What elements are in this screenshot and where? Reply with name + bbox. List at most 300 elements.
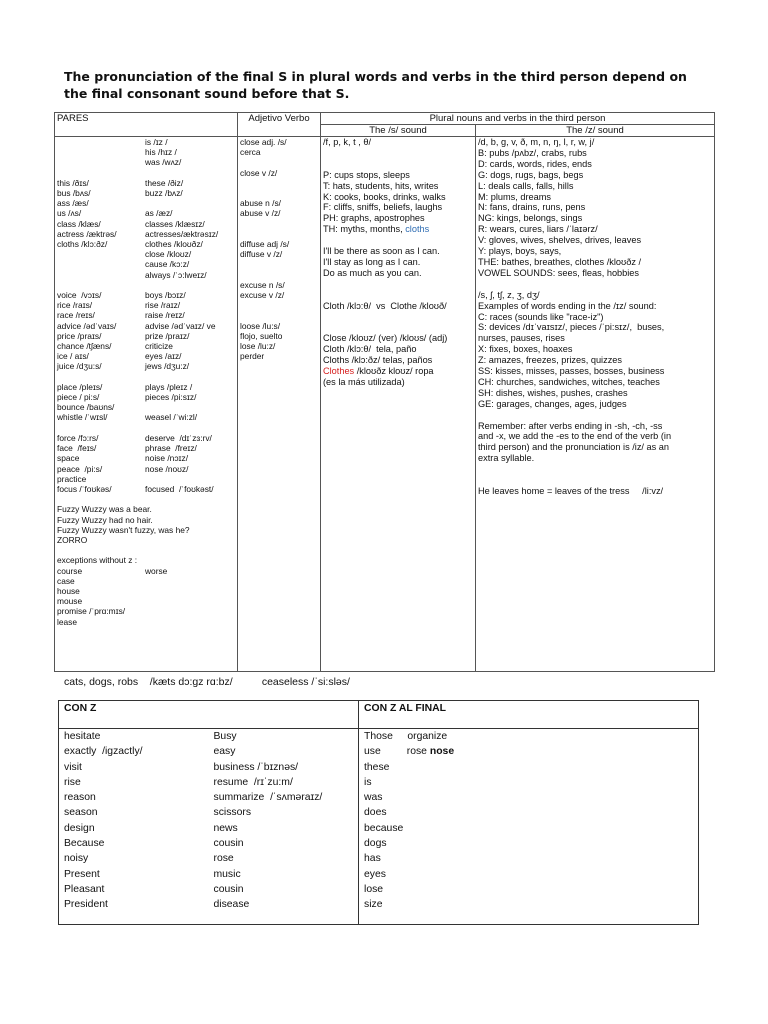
con-z-word: disease bbox=[213, 899, 250, 911]
s-sound-text: Cloth /klɔ:θ/ vs Clothe /kloʊð/ bbox=[323, 300, 447, 311]
pares-line bbox=[57, 147, 235, 157]
z-sound-line: VOWEL SOUNDS: sees, fleas, hobbies bbox=[478, 267, 640, 278]
con-z-final-word: has bbox=[364, 853, 381, 865]
table-subheader-row bbox=[55, 125, 715, 137]
con-z-final-line bbox=[364, 821, 693, 836]
s-sound-line bbox=[323, 246, 473, 257]
s-sound-line bbox=[323, 366, 473, 377]
s-sound-line bbox=[323, 192, 473, 203]
con-z-al-final-list bbox=[364, 729, 693, 913]
pares-word-s: focus /ˈfoʊkəs/ bbox=[57, 483, 112, 494]
con-z-word: scissors bbox=[213, 807, 252, 819]
z-sound-line bbox=[478, 475, 712, 486]
pares-word-s: rice /raɪs/ bbox=[57, 300, 93, 311]
pares-line bbox=[57, 586, 235, 596]
s-sound-text bbox=[323, 235, 326, 245]
pares-word-s bbox=[57, 147, 145, 157]
z-sound-line bbox=[478, 410, 712, 421]
pares-line bbox=[57, 259, 235, 269]
pares-word-s: price /praɪs/ bbox=[57, 330, 102, 341]
adjective-verb-line: flojo, suelto bbox=[240, 330, 283, 341]
s-sound-text: Close /kloʊz/ (ver) /kloʊs/ (adj) bbox=[323, 333, 448, 344]
con-z-word: rose bbox=[213, 853, 234, 865]
z-sound-line: M: plums, dreams bbox=[478, 191, 552, 202]
s-sound-text: P: cups stops, sleeps bbox=[323, 169, 410, 180]
s-sound-text bbox=[323, 312, 326, 322]
pares-word-z: buzz /bʌz/ bbox=[145, 188, 183, 199]
pares-word-s: face /feɪs/ bbox=[57, 443, 97, 454]
z-sound-line: G: dogs, rugs, bags, begs bbox=[478, 169, 584, 180]
s-sound-line bbox=[323, 312, 473, 323]
s-sound-text: F: cliffs, sniffs, beliefs, laughs bbox=[323, 202, 443, 213]
pares-line bbox=[57, 453, 235, 463]
con-z-final-line bbox=[364, 897, 693, 912]
s-sound-line bbox=[323, 290, 473, 301]
z-sound-line bbox=[478, 464, 712, 475]
pares-word-z: is /ɪz / bbox=[145, 137, 168, 147]
con-z-word: design bbox=[64, 822, 95, 834]
adjective-verb-line: close v /z/ bbox=[240, 167, 278, 178]
s-sound-line bbox=[323, 213, 473, 224]
s-sound-line bbox=[323, 170, 473, 181]
pares-word-s: place /pleɪs/ bbox=[57, 381, 103, 392]
header-pares: PARES bbox=[55, 113, 238, 125]
con-z-body-row bbox=[59, 729, 699, 925]
con-z-final-word: is bbox=[364, 776, 372, 788]
z-sound-line: THE: bathes, breathes, clothes /kloʊðz / bbox=[478, 256, 642, 267]
pares-word-z: eyes /aɪz/ bbox=[145, 351, 182, 362]
z-sound-line: CH: churches, sandwiches, witches, teaches bbox=[478, 376, 660, 387]
pares-word-z: cause /kɔ:z/ bbox=[145, 259, 190, 270]
con-z-word: Busy bbox=[213, 731, 237, 742]
pares-line bbox=[57, 566, 235, 576]
pares-line bbox=[57, 219, 235, 229]
pares-word-s: Fuzzy Wuzzy had no hair. bbox=[57, 514, 153, 525]
pares-word-s: ass /æs/ bbox=[57, 198, 89, 209]
s-sound-line bbox=[323, 137, 473, 148]
pares-word-s: peace /pi:s/ bbox=[57, 463, 103, 474]
pares-line bbox=[57, 606, 235, 616]
con-z-final-line bbox=[364, 729, 693, 744]
adjective-verb-column bbox=[238, 137, 321, 672]
pares-line bbox=[57, 239, 235, 249]
con-z-final-word: does bbox=[364, 807, 387, 819]
pares-word-z: was /wʌz/ bbox=[145, 157, 182, 168]
con-z-final-line bbox=[364, 851, 693, 866]
pares-line bbox=[57, 300, 235, 310]
pares-word-s: race /reɪs/ bbox=[57, 310, 95, 321]
con-z-list-1 bbox=[64, 729, 204, 913]
z-sound-line: V: gloves, wives, shelves, drives, leaves bbox=[478, 235, 642, 246]
con-z-word: summarize /ˈsʌməraɪz/ bbox=[213, 792, 323, 804]
pares-word-s: actress /æktrəs/ bbox=[57, 228, 117, 239]
pares-word-s: ice / aɪs/ bbox=[57, 351, 89, 362]
pares-word-z: as /æz/ bbox=[145, 208, 173, 219]
pares-line bbox=[57, 280, 235, 290]
con-z-word: cousin bbox=[213, 838, 244, 850]
con-z-final-word: lose bbox=[364, 883, 384, 895]
pares-line bbox=[57, 535, 235, 545]
header-s-sound: The /s/ sound bbox=[321, 125, 476, 137]
pares-column bbox=[55, 137, 238, 672]
con-z-col-2 bbox=[209, 729, 359, 925]
con-z-final-line bbox=[364, 882, 693, 897]
con-z-word: Present bbox=[64, 868, 100, 880]
pares-word-s bbox=[57, 270, 145, 280]
pares-word-z: phrase /freɪz/ bbox=[145, 443, 197, 454]
pares-word-s: practice bbox=[57, 473, 87, 484]
con-z-word: business /ˈbɪznəs/ bbox=[213, 761, 299, 773]
con-z-final-line bbox=[364, 790, 693, 805]
z-sound-line: B: pubs /pʌbz/, crabs, rubs bbox=[478, 147, 587, 158]
con-z-word: cousin bbox=[213, 883, 244, 895]
con-z-final-line bbox=[364, 836, 693, 851]
pares-word-s: voice /vɔɪs/ bbox=[57, 290, 102, 301]
con-z-final-word: because bbox=[364, 822, 404, 834]
z-sound-line: and -x, we add the -es to the end of the verb (in bbox=[478, 431, 672, 442]
con-z-word: resume /rɪˈzu:m/ bbox=[213, 776, 293, 788]
pares-word-s: whistle /ˈwɪsl/ bbox=[57, 412, 108, 423]
adjective-verb-line: loose /lu:s/ bbox=[240, 320, 281, 331]
pares-line bbox=[57, 504, 235, 514]
pares-word-s: case bbox=[57, 575, 75, 586]
s-sound-line bbox=[323, 268, 473, 279]
con-z-word: visit bbox=[64, 761, 82, 773]
z-sound-line: /d, b, g, v, ð, m, n, ŋ, l, r, w, j/ bbox=[478, 137, 595, 147]
z-sound-line: GE: garages, changes, ages, judges bbox=[478, 398, 627, 409]
clothes-highlight: Clothes bbox=[323, 366, 355, 377]
pares-word-s: force /fɔ:rs/ bbox=[57, 432, 99, 443]
header-pares-blank bbox=[55, 125, 238, 137]
pares-word-s: bus /bʌs/ bbox=[57, 188, 91, 199]
con-z-word: news bbox=[213, 822, 238, 834]
adjective-verb-line: diffuse adj /s/ bbox=[240, 239, 290, 250]
s-sound-text bbox=[323, 322, 326, 332]
pares-word-z: plays /pleɪz / bbox=[145, 381, 193, 392]
pares-line bbox=[57, 157, 235, 167]
s-sound-line bbox=[323, 159, 473, 170]
z-sound-line: He leaves home = leaves of the tress /li:vz/ bbox=[478, 486, 664, 496]
pares-word-z: jews /dʒu:z/ bbox=[145, 361, 190, 372]
pares-line bbox=[57, 208, 235, 218]
pares-line bbox=[57, 372, 235, 382]
pares-word-z: close /kloʊz/ bbox=[145, 249, 192, 260]
pares-line bbox=[57, 198, 235, 208]
adjective-verb-line bbox=[240, 300, 318, 310]
con-z-final-word: eyes bbox=[364, 868, 386, 880]
adjective-verb-line: excuse v /z/ bbox=[240, 290, 285, 301]
pares-word-s bbox=[57, 280, 145, 290]
pares-word-z: advise /ədˈvaɪz/ ve bbox=[145, 320, 216, 331]
pares-line bbox=[57, 525, 235, 535]
s-sound-text: I'll stay as long as I can. bbox=[323, 256, 421, 267]
pares-line bbox=[57, 229, 235, 239]
pares-word-s: advice /ədˈvaɪs/ bbox=[57, 320, 117, 331]
pares-line bbox=[57, 443, 235, 453]
s-sound-text bbox=[323, 159, 326, 169]
pares-line bbox=[57, 545, 235, 555]
adjective-verb-line bbox=[240, 229, 318, 239]
con-z-final-word: use rose bbox=[364, 746, 430, 758]
con-z-header-row bbox=[59, 701, 699, 729]
pares-word-z: pieces /pi:sɪz/ bbox=[145, 392, 197, 403]
pares-word-z: actresses/æktrəsɪz/ bbox=[145, 228, 219, 239]
z-sound-line: NG: kings, belongs, sings bbox=[478, 213, 583, 224]
z-sound-line: nurses, pauses, rises bbox=[478, 333, 565, 344]
con-z-final-line bbox=[364, 775, 693, 790]
z-sound-line: L: deals calls, falls, hills bbox=[478, 180, 574, 191]
cloths-highlight: cloths bbox=[405, 224, 430, 235]
z-sound-line: D: cards, words, rides, ends bbox=[478, 158, 592, 169]
pares-word-z: prize /praɪz/ bbox=[145, 330, 190, 341]
s-sound-line bbox=[323, 355, 473, 366]
adjective-verb-line: perder bbox=[240, 351, 265, 362]
pares-word-s bbox=[57, 423, 145, 433]
adjective-verb-line: cerca bbox=[240, 147, 261, 158]
s-sound-line bbox=[323, 235, 473, 246]
con-z-word: President bbox=[64, 899, 108, 911]
s-sound-text: T: hats, students, hits, writes bbox=[323, 180, 439, 191]
z-sound-line: C: races (sounds like "race-iz") bbox=[478, 311, 604, 322]
pares-word-z: deserve /dɪˈzɜ:rv/ bbox=[145, 432, 212, 443]
con-z-word: Because bbox=[64, 838, 105, 850]
z-sound-line bbox=[478, 279, 712, 290]
z-sound-list bbox=[478, 137, 712, 497]
pares-word-s: this /ðɪs/ bbox=[57, 177, 89, 188]
pares-line bbox=[57, 341, 235, 351]
adjective-verb-line bbox=[240, 157, 318, 167]
s-sound-text: /f, p, k, t , θ/ bbox=[323, 137, 371, 147]
bottom-note: cats, dogs, robs /kæts dɔ:gz rɑ:bz/ ceaseless /ˈsi:sləs/ bbox=[64, 676, 350, 688]
pares-line bbox=[57, 433, 235, 443]
pares-line bbox=[57, 423, 235, 433]
pares-line bbox=[57, 596, 235, 606]
pares-line bbox=[57, 392, 235, 402]
pares-word-s: piece / pi:s/ bbox=[57, 392, 100, 403]
pares-word-s bbox=[57, 372, 145, 382]
s-sound-list bbox=[323, 137, 473, 388]
adjective-verb-line bbox=[240, 188, 318, 198]
z-sound-line: SH: dishes, wishes, pushes, crashes bbox=[478, 387, 628, 398]
adjective-verb-line: excuse n /s/ bbox=[240, 279, 285, 290]
con-z-final-line bbox=[364, 805, 693, 820]
con-z-table bbox=[58, 700, 699, 925]
pares-line bbox=[57, 474, 235, 484]
pares-word-z: noise /nɔɪz/ bbox=[145, 453, 189, 464]
adjective-verb-line: abuse v /z/ bbox=[240, 208, 281, 219]
pares-word-s: space bbox=[57, 453, 80, 464]
con-z-word: reason bbox=[64, 792, 96, 804]
con-z-word: season bbox=[64, 807, 98, 819]
pares-word-s: house bbox=[57, 585, 80, 596]
pares-word-z: clothes /kloʊðz/ bbox=[145, 239, 203, 250]
s-sound-line bbox=[323, 344, 473, 355]
z-sound-line: Examples of words ending in the /ɪz/ sound: bbox=[478, 300, 657, 311]
s-sound-line bbox=[323, 181, 473, 192]
s-sound-text bbox=[323, 290, 326, 300]
pares-word-s: class /klæs/ bbox=[57, 218, 101, 229]
adjective-verb-line bbox=[240, 219, 318, 229]
con-z-final-word: was bbox=[364, 792, 383, 804]
con-z-final-word: these bbox=[364, 761, 390, 773]
con-z-final-line bbox=[364, 760, 693, 775]
pares-line bbox=[57, 515, 235, 525]
pares-word-s: chance /tʃæns/ bbox=[57, 341, 112, 352]
table-body-row bbox=[55, 137, 715, 672]
s-sound-text: K: cooks, books, drinks, walks bbox=[323, 191, 446, 202]
z-sound-line: R: wears, cures, liars /ˈlaɪərz/ bbox=[478, 224, 598, 235]
z-sound-line: /s, ʃ, tʃ, z, ʒ, dʒ/ bbox=[478, 289, 540, 300]
pares-word-z: always /ˈɔ:lweɪz/ bbox=[145, 269, 207, 280]
con-z-final-line bbox=[364, 867, 693, 882]
s-sound-text bbox=[323, 279, 326, 289]
header-con-z: CON Z bbox=[59, 701, 359, 729]
pares-word-s bbox=[57, 157, 145, 167]
con-z-word: exactly /igzactly/ bbox=[64, 746, 143, 758]
s-sound-text: /kloʊðz kloʊz/ ropa bbox=[354, 366, 434, 377]
pares-word-s: mouse bbox=[57, 596, 83, 607]
con-z-word: Pleasant bbox=[64, 883, 105, 895]
adjective-verb-line: lose /lu:z/ bbox=[240, 341, 276, 352]
pares-word-s bbox=[57, 137, 145, 147]
con-z-final-word: dogs bbox=[364, 838, 387, 850]
pares-line bbox=[57, 412, 235, 422]
pares-word-s: ZORRO bbox=[57, 534, 88, 545]
pares-line bbox=[57, 402, 235, 412]
pares-word-z: weasel /ˈwi:zl/ bbox=[145, 412, 198, 423]
s-sound-text: TH: myths, months, bbox=[323, 224, 406, 235]
adjective-verb-line: close adj. /s/ bbox=[240, 137, 287, 147]
s-sound-column bbox=[321, 137, 476, 672]
con-z-final-word: size bbox=[364, 899, 383, 911]
adjective-verb-line bbox=[240, 259, 318, 269]
pares-word-s: juice /dʒu:s/ bbox=[57, 361, 102, 372]
pares-word-z: boys /bɔɪz/ bbox=[145, 290, 186, 301]
con-z-col-1 bbox=[59, 729, 209, 925]
pares-word-s bbox=[57, 545, 145, 555]
s-sound-line bbox=[323, 322, 473, 333]
adjective-verb-line: diffuse v /z/ bbox=[240, 249, 283, 260]
pares-line bbox=[57, 494, 235, 504]
pares-line bbox=[57, 137, 235, 147]
pares-word-z: raise /reɪz/ bbox=[145, 310, 185, 321]
z-sound-line: extra syllable. bbox=[478, 453, 535, 464]
con-z-word: hesitate bbox=[64, 731, 101, 742]
s-sound-text: PH: graphs, apostrophes bbox=[323, 213, 425, 224]
pares-word-s: promise /ˈprɑ:mɪs/ bbox=[57, 606, 126, 617]
s-sound-line bbox=[323, 224, 473, 235]
pares-word-s bbox=[57, 249, 145, 259]
s-sound-line bbox=[323, 333, 473, 344]
pares-line bbox=[57, 168, 235, 178]
header-adjetivo-verbo: Adjetivo Verbo bbox=[238, 113, 321, 125]
pares-word-z: these /ðiz/ bbox=[145, 177, 184, 188]
pares-word-s: exceptions without z : bbox=[57, 555, 138, 566]
z-sound-line: Z: amazes, freezes, prizes, quizzes bbox=[478, 355, 622, 366]
con-z-list-2 bbox=[214, 729, 354, 913]
header-z-sound: The /z/ sound bbox=[476, 125, 715, 137]
con-z-word: noisy bbox=[64, 853, 89, 865]
con-z-word: rise bbox=[64, 776, 81, 788]
pares-line bbox=[57, 290, 235, 300]
header-con-z-al-final: CON Z AL FINAL bbox=[359, 701, 699, 729]
z-sound-line: SS: kisses, misses, passes, bosses, business bbox=[478, 366, 665, 377]
z-sound-line: N: fans, drains, runs, pens bbox=[478, 202, 586, 213]
adjective-verb-list bbox=[240, 137, 318, 361]
pares-word-s: lease bbox=[57, 616, 78, 627]
pares-word-s: us /ʌs/ bbox=[57, 208, 82, 219]
pares-line bbox=[57, 249, 235, 259]
pares-word-z: rise /raɪz/ bbox=[145, 300, 181, 311]
adjective-verb-line bbox=[240, 270, 318, 280]
pares-line bbox=[57, 617, 235, 627]
pares-line bbox=[57, 361, 235, 371]
s-sound-line bbox=[323, 377, 473, 388]
s-sound-line bbox=[323, 202, 473, 213]
pares-word-s: cloths /klɔ:ðz/ bbox=[57, 239, 108, 250]
pares-word-s bbox=[57, 168, 145, 178]
pares-line bbox=[57, 310, 235, 320]
z-sound-line: S: devices /dɪˈvaɪsɪz/, pieces /ˈpi:sɪz/, buses, bbox=[478, 322, 665, 333]
pares-word-s: Fuzzy Wuzzy was a bear. bbox=[57, 504, 152, 515]
z-sound-line: X: fixes, boxes, hoaxes bbox=[478, 344, 573, 355]
table-header-row bbox=[55, 113, 715, 125]
adjective-verb-line: abuse n /s/ bbox=[240, 198, 281, 209]
pares-line bbox=[57, 464, 235, 474]
z-sound-line: Y: plays, boys, says, bbox=[478, 246, 562, 257]
pares-word-z: focused /ˈfoʊkəst/ bbox=[145, 483, 214, 494]
pares-word-z: worse bbox=[145, 565, 168, 576]
s-sound-text: Cloths /klɔ:ðz/ telas, paños bbox=[323, 355, 433, 366]
s-sound-line bbox=[323, 148, 473, 159]
pares-list bbox=[57, 137, 235, 627]
header-plural-nouns: Plural nouns and verbs in the third person bbox=[321, 113, 715, 125]
pares-word-s: course bbox=[57, 565, 83, 576]
z-sound-column bbox=[476, 137, 715, 672]
z-sound-line: third person) and the pronunciation is /iz/ as an bbox=[478, 442, 670, 453]
pares-line bbox=[57, 351, 235, 361]
s-sound-text: Do as much as you can. bbox=[323, 267, 422, 278]
con-z-word: easy bbox=[213, 746, 236, 758]
pares-word-z: classes /klæsɪz/ bbox=[145, 218, 205, 229]
pares-line bbox=[57, 576, 235, 586]
pares-word-s: Fuzzy Wuzzy wasn't fuzzy, was he? bbox=[57, 524, 190, 535]
pares-word-s bbox=[57, 259, 145, 269]
pares-line bbox=[57, 382, 235, 392]
con-z-final-line bbox=[364, 744, 693, 759]
pares-line bbox=[57, 178, 235, 188]
pares-word-s: bounce /baʊns/ bbox=[57, 402, 115, 413]
header-adj-blank bbox=[238, 125, 321, 137]
pares-line bbox=[57, 555, 235, 565]
z-sound-line: Remember: after verbs ending in -sh, -ch, -ss bbox=[478, 420, 663, 431]
con-z-word: music bbox=[213, 868, 241, 880]
s-sound-line bbox=[323, 257, 473, 268]
pares-word-z: his /hɪz / bbox=[145, 147, 177, 158]
pares-line bbox=[57, 321, 235, 331]
pronunciation-table bbox=[54, 112, 715, 672]
pares-line bbox=[57, 331, 235, 341]
adjective-verb-line bbox=[240, 178, 318, 188]
s-sound-text: I'll be there as soon as I can. bbox=[323, 246, 440, 257]
pares-line bbox=[57, 270, 235, 280]
pares-line bbox=[57, 484, 235, 494]
document-title: The pronunciation of the final S in plural words and verbs in the third person depend on the final consonant sound before that S. bbox=[64, 69, 687, 101]
nose-bold: nose bbox=[429, 746, 455, 758]
s-sound-text bbox=[323, 148, 326, 158]
s-sound-line bbox=[323, 279, 473, 290]
s-sound-line bbox=[323, 301, 473, 312]
